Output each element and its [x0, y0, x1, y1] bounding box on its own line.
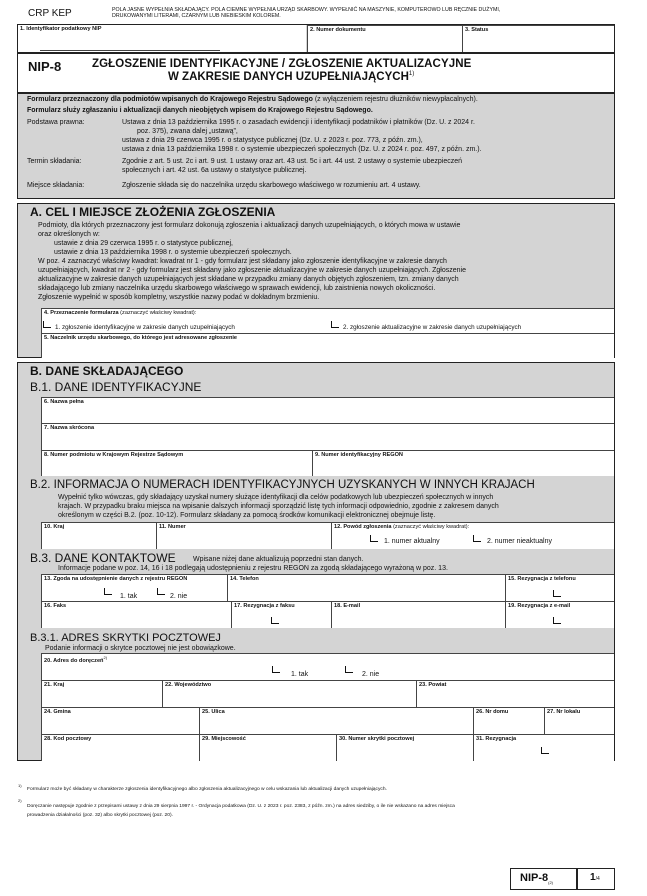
place-text: Zgłoszenie składa się do naczelnika urzędu skarbowego właściwego w rozumieniu art. 4 ustawy.	[122, 182, 421, 189]
footnote-2-line2: prowadzenia działalności (poz. 32) albo skrytki pocztowej (poz. 20).	[27, 813, 173, 818]
nip-digit-guides	[40, 46, 220, 51]
reason-hint: (zaznaczyć właściwy kwadrat):	[391, 524, 470, 530]
purpose-option1-label: 1. zgłoszenie identyfikacyjne w zakresie danych uzupełniających	[55, 324, 235, 331]
page-number-current: 1	[590, 872, 596, 883]
fax-label: 16. Faks	[44, 603, 67, 609]
section-a-text-1: Podmioty, dla których przeznaczony jest formularz dokonują zgłoszenia i aktualizacji danych uzupełniających, o których mowa w ustawie	[38, 222, 461, 229]
phone-opt-out-checkbox[interactable]	[553, 590, 561, 597]
footnote-2-line1: Doręczanie następuje zgodnie z przepisami ustawy z dnia 29 sierpnia 1997 r. - Ordynacja podatkowa (Dz. U. z 2023 r. poz. 2383, z późn. zm.) na adres siedziby, o ile nie wskazano na adres miejsca	[27, 804, 455, 809]
purpose-option2-label: 2. zgłoszenie aktualizacyjne w zakresie danych uzupełniających	[343, 324, 522, 331]
purpose-label: 4. Przeznaczenie formularza	[44, 310, 119, 316]
email-field[interactable]	[331, 601, 505, 628]
phone-opt-out-label: 15. Rezygnacja z telefonu	[508, 576, 576, 582]
krs-number-label: 8. Numer podmiotu w Krajowym Rejestrze Sądowym	[44, 452, 184, 458]
form-title-line2	[168, 71, 414, 83]
status-label: 3. Status	[465, 27, 489, 33]
city-label: 29. Miejscowość	[202, 736, 246, 742]
intro-line1-bold: Formularz przeznaczony dla podmiotów wpisanych do Krajowego Rejestru Sądowego	[27, 96, 313, 103]
addr-country-label: 21. Kraj	[44, 682, 65, 688]
phone-field[interactable]	[227, 574, 505, 601]
document-number-label: 2. Numer dokumentu	[310, 27, 366, 33]
reason-option2-label: 2. numer nieaktualny	[487, 538, 552, 545]
fax-field[interactable]	[41, 601, 231, 628]
country-field[interactable]	[41, 522, 156, 549]
delivery-no-checkbox[interactable]	[345, 666, 353, 673]
municipality-label: 24. Gmina	[44, 709, 71, 715]
delivery-address-label: 20. Adres do doręczeń	[44, 657, 104, 664]
municipality-field[interactable]	[41, 707, 199, 734]
purpose-option1-checkbox[interactable]	[43, 321, 51, 328]
regon-label: 9. Numer identyfikacyjny REGON	[315, 452, 403, 458]
legal-basis-line3: ustawa z dnia 29 czerwca 1995 r. o statystyce publicznej (Dz. U. z 2023 r. poz. 773, z późn. zm.),	[122, 137, 423, 144]
legal-basis-line1: Ustawa z dnia 13 października 1995 r. o zasadach ewidencji i identyfikacji podatników i płatników (Dz. U. z 2024 r.	[122, 119, 475, 126]
page-footer-code-text: NIP-8	[520, 872, 549, 884]
county-field[interactable]	[416, 680, 614, 707]
po-box-opt-out-label: 31. Rezygnacja	[476, 736, 517, 742]
email-label: 18. E-mail	[334, 603, 361, 609]
po-box-label: 30. Numer skrytki pocztowej	[339, 736, 415, 742]
document-number-field	[307, 25, 462, 52]
phone-label: 14. Telefon	[230, 576, 259, 582]
email-opt-out-checkbox[interactable]	[553, 617, 561, 624]
city-field[interactable]	[199, 734, 336, 761]
delivery-address-field	[41, 653, 614, 680]
footnote-1-text: Formularz może być składany w charakterze zgłoszenia identyfikacyjnego albo zgłoszenia aktualizacyjnego w celu wskazania lub aktualizacji danych uzupełniających.	[27, 787, 387, 792]
house-number-field[interactable]	[473, 707, 544, 734]
short-name-label: 7. Nazwa skrócona	[44, 425, 95, 431]
status-field	[462, 25, 614, 52]
delivery-no-label: 2. nie	[362, 671, 380, 678]
fill-instruction-2: DRUKOWANYMI LITERAMI, CZARNYM LUB NIEBIESKIM KOLOREM.	[112, 13, 281, 19]
section-a-text-4: ustawie z dnia 13 października 1998 r. o systemie ubezpieczeń społecznych.	[54, 249, 292, 256]
form-title-line1: ZGŁOSZENIE IDENTYFIKACYJNE / ZGŁOSZENIE AKTUALIZACYJNE	[92, 58, 472, 70]
reason-option1-label: 1. numer aktualny	[384, 538, 440, 545]
page-number-total: /4	[595, 876, 600, 882]
tax-office-field[interactable]	[41, 333, 614, 358]
county-label: 23. Powiat	[419, 682, 447, 688]
reason-label: 12. Powód zgłoszenia	[334, 524, 392, 530]
fax-opt-out-field	[231, 601, 331, 628]
deadline-line2: społecznych i art. 42 ust. 6a ustawy o statystyce publicznej.	[122, 167, 307, 174]
apartment-number-field[interactable]	[544, 707, 614, 734]
section-a-title: A. CEL I MIEJSCE ZŁOŻENIA ZGŁOSZENIA	[30, 205, 276, 219]
foreign-number-field[interactable]	[156, 522, 331, 549]
foreign-number-label: 11. Numer	[159, 524, 186, 530]
full-name-label: 6. Nazwa pełna	[44, 399, 84, 405]
street-field[interactable]	[199, 707, 473, 734]
b3-title: B.3. DANE KONTAKTOWE	[30, 551, 176, 565]
page-footer-code	[520, 872, 553, 885]
b2-text-1: Wypełnić tylko wówczas, gdy składający uzyskał numery służące identyfikacji dla celów podatkowych lub ubezpieczeń społecznych w innych	[58, 494, 494, 501]
email-opt-out-label: 19. Rezygnacja z e-mail	[508, 603, 571, 609]
title-footnote-ref: 1)	[408, 71, 415, 78]
delivery-yes-checkbox[interactable]	[272, 666, 280, 673]
fill-instruction-1: POLA JASNE WYPEŁNIA SKŁADAJĄCY. POLA CIEMNE WYPEŁNIA URZĄD SKARBOWY. WYPEŁNIĆ NA MASZYNIE, KOMPUTEROWO LUB RĘCZNIE DUŻYMI,	[112, 7, 501, 13]
house-number-label: 26. Nr domu	[476, 709, 509, 715]
section-a-text-3: ustawie z dnia 29 czerwca 1995 r. o statystyce publicznej,	[54, 240, 233, 247]
postal-code-field[interactable]	[41, 734, 199, 761]
po-box-field[interactable]	[336, 734, 473, 761]
b2-text-2: krajach. W przypadku braku miejsca na wpisanie dalszych informacji sporządzić listę tych informacji odpowiednio, zgodnie z zakresem danych	[58, 503, 499, 510]
footnote-2-mark: 2)	[18, 798, 22, 803]
regon-consent-label: 13. Zgoda na udostępnienie danych z rejestru REGON	[44, 576, 188, 582]
b3-text-2: Informacje podane w poz. 14, 16 i 18 podlegają udostępnieniu z rejestru REGON za zgodą składającego wyrażoną w poz. 13.	[58, 565, 448, 572]
voivodeship-label: 22. Województwo	[165, 682, 212, 688]
form-code: NIP-8	[28, 59, 62, 74]
intro-line2: Formularz służy zgłaszaniu i aktualizacji danych nieobjętych wpisem do Krajowego Rejestru Sądowego.	[27, 107, 373, 114]
tax-office-label: 5. Naczelnik urzędu skarbowego, do którego jest adresowane zgłoszenie	[44, 335, 238, 341]
nip-field-label: 1. Identyfikator podatkowy NIP	[20, 26, 102, 32]
b31-text: Podanie informacji o skrytce pocztowej nie jest obowiązkowe.	[45, 645, 236, 652]
form-title-line2-text: W ZAKRESIE DANYCH UZUPEŁNIAJĄCYCH	[168, 71, 409, 83]
intro-line1-rest: (z wyłączeniem rejestru dłużników niewypłacalnych).	[312, 96, 478, 103]
apartment-number-label: 27. Nr lokalu	[547, 709, 581, 715]
b31-title: B.3.1. ADRES SKRYTKI POCZTOWEJ	[30, 632, 221, 644]
addr-country-field[interactable]	[41, 680, 162, 707]
delivery-yes-label: 1. tak	[291, 671, 309, 678]
krs-number-field[interactable]	[41, 450, 312, 476]
intro-line1	[27, 96, 478, 105]
legal-basis-line2: poz. 375), zwana dalej „ustawą”,	[137, 128, 238, 135]
consent-yes-label: 1. tak	[120, 593, 138, 600]
legal-basis-line4: ustawa z dnia 13 października 1998 r. o systemie ubezpieczeń społecznych (Dz. U. z 2024 r. poz. 497, z późn. zm.).	[122, 146, 482, 153]
section-b-title: B. DANE SKŁADAJĄCEGO	[30, 364, 184, 378]
postal-code-label: 28. Kod pocztowy	[44, 736, 92, 742]
section-a-text-2: oraz określonych w:	[38, 231, 100, 238]
purpose-option2-checkbox[interactable]	[331, 321, 339, 328]
place-label: Miejsce składania:	[27, 182, 85, 189]
consent-no-label: 2. nie	[170, 593, 188, 600]
page-number	[590, 872, 600, 883]
consent-no-checkbox[interactable]	[157, 588, 165, 595]
full-name-field[interactable]	[41, 397, 614, 423]
voivodeship-field[interactable]	[162, 680, 416, 707]
b2-title: B.2. INFORMACJA O NUMERACH IDENTYFIKACYJNYCH UZYSKANYCH W INNYCH KRAJACH	[30, 479, 535, 491]
po-box-opt-out-checkbox[interactable]	[541, 747, 549, 754]
deadline-line1: Zgodnie z art. 5 ust. 2c i art. 9 ust. 1 ustawy oraz art. 43 ust. 5c i art. 44 ust. 2 ustawy o systemie ubezpieczeń	[122, 158, 463, 165]
b1-title: B.1. DANE IDENTYFIKACYJNE	[30, 380, 202, 394]
crp-kep-label: CRP KEP	[28, 8, 72, 19]
b2-text-3: określonym w części B.2. (poz. 10-12). Formularz składany za pomocą środków komunikacji elektronicznej obejmuje listę.	[58, 512, 436, 519]
consent-yes-checkbox[interactable]	[104, 588, 112, 595]
section-a-text-5: W poz. 4 zaznaczyć właściwy kwadrat: kwadrat nr 1 - gdy formularz jest składany jako zgłoszenie identyfikacyjne w zakresie danych	[38, 258, 447, 265]
b3-text-1: Wpisane niżej dane aktualizują poprzedni stan danych.	[193, 556, 364, 563]
section-a-text-8: składającego lub zmiany naczelnika urzędu skarbowego właściwego w sprawach ewidencji, lub zaistnienia nowych okoliczności.	[38, 285, 436, 292]
section-a-text-6: uzupełniających, kwadrat nr 2 - gdy formularz jest składany jako zgłoszenie aktualizacyjne w zakresie danych uzupełniających. Zgłoszenie	[38, 267, 466, 274]
fax-opt-out-checkbox[interactable]	[271, 617, 279, 624]
street-label: 25. Ulica	[202, 709, 225, 715]
regon-field[interactable]	[312, 450, 614, 476]
delivery-footnote-ref: 2)	[103, 655, 108, 660]
country-label: 10. Kraj	[44, 524, 65, 530]
page-footer-version: (2)	[548, 880, 554, 886]
footnote-1-mark: 1)	[18, 783, 22, 788]
section-a-text-9: Zgłoszenie wypełnić w sposób kompletny, wszystkie nazwy podać w dokładnym brzmieniu.	[38, 294, 320, 301]
deadline-label: Termin składania:	[27, 158, 82, 165]
fax-opt-out-label: 17. Rezygnacja z faksu	[234, 603, 295, 609]
purpose-hint: (zaznaczyć właściwy kwadrat):	[118, 310, 197, 316]
legal-basis-label: Podstawa prawna:	[27, 119, 85, 126]
reason-option1-checkbox[interactable]	[370, 535, 378, 542]
short-name-field[interactable]	[41, 423, 614, 450]
section-a-text-7: aktualizacyjne w zakresie danych uzupełniających jest składane w przypadku zmiany danych objętych zgłoszeniem, tzn. zmiany danych	[38, 276, 459, 283]
reason-option2-checkbox[interactable]	[473, 535, 481, 542]
